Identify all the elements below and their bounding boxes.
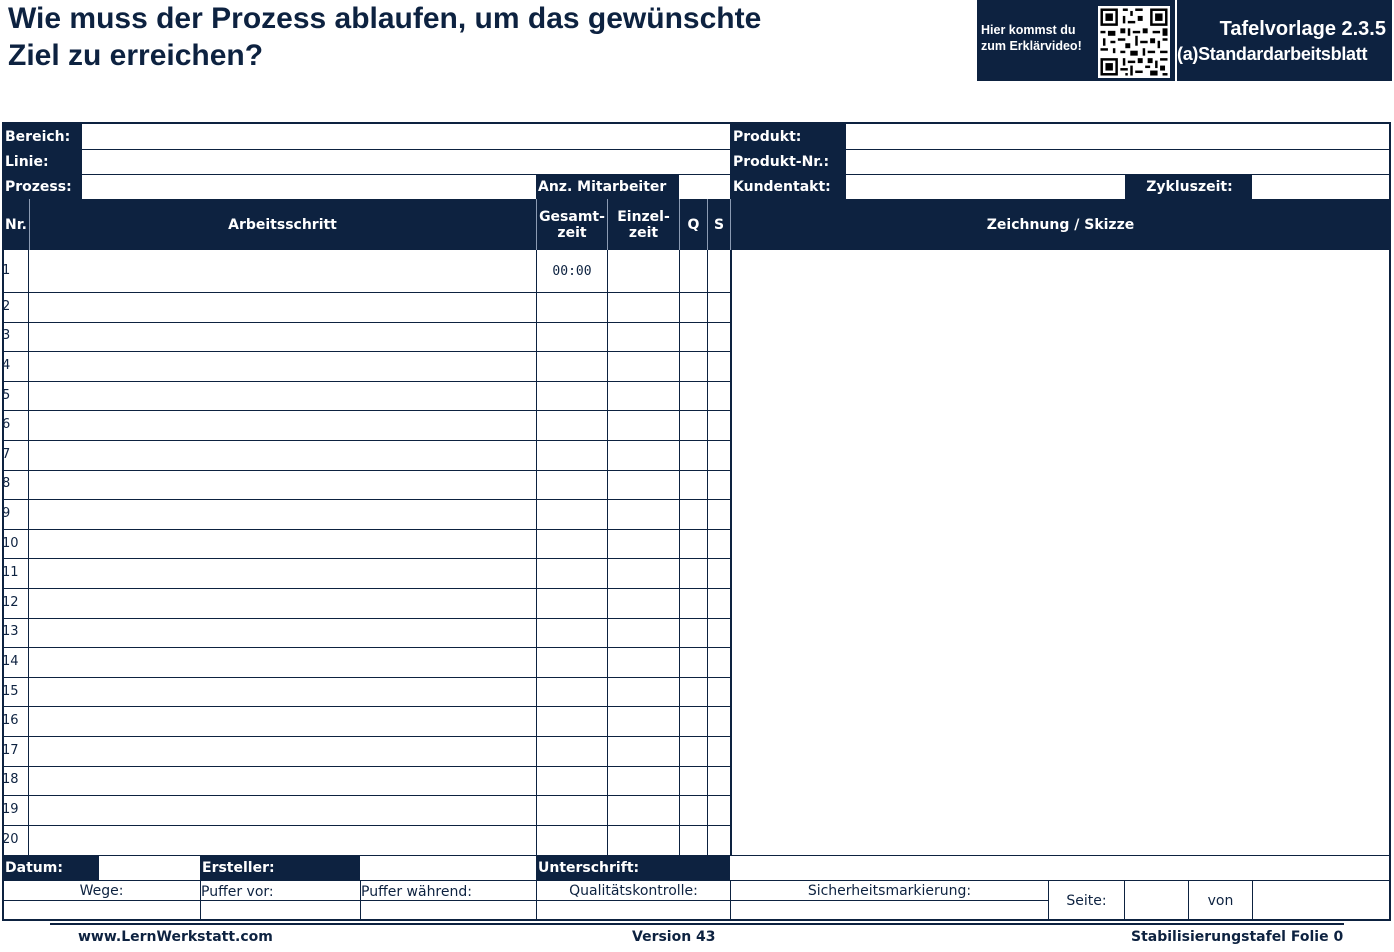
col-arbeitsschritt-header: Arbeitsschritt [228, 216, 337, 233]
einzelzeit-line1: Einzel- [617, 208, 670, 225]
tafel-line1: Tafelvorlage 2.3.5 [1219, 18, 1386, 40]
datum-field[interactable] [99, 856, 200, 880]
kundentakt-label: Kundentakt: [731, 175, 846, 199]
produkt-nr-field[interactable] [846, 150, 1390, 174]
row-number: 15 [2, 683, 19, 699]
table-row[interactable] [3, 825, 730, 855]
table-row[interactable] [3, 292, 730, 322]
row-number: 3 [2, 328, 11, 344]
einzelzeit-line2: zeit [628, 224, 659, 241]
gesamtzeit-value: 00:00 [552, 263, 592, 279]
folie-text: Stabilisierungstafel Folie 0 [1131, 929, 1344, 945]
datum-label: Datum: [3, 856, 99, 880]
table-row[interactable] [3, 795, 730, 825]
bottom-divider [50, 923, 1344, 925]
table-row[interactable] [3, 410, 730, 440]
table-row[interactable] [3, 499, 730, 529]
row-number: 4 [2, 358, 11, 373]
page-title-line2: Ziel zu erreichen? [8, 39, 264, 72]
unterschrift-field[interactable] [731, 856, 1390, 880]
bereich-label: Bereich: [3, 124, 82, 149]
anz-mitarbeiter-label: Anz. Mitarbeiter [536, 175, 679, 199]
col-gesamtzeit-header [537, 199, 607, 250]
col-nr-header: Nr. [5, 216, 27, 233]
von-label: von [1207, 892, 1234, 909]
gesamtzeit-line1: Gesamt- [539, 208, 605, 225]
row-number: 11 [2, 565, 19, 581]
col-s-header: S [713, 216, 725, 233]
video-text-line1: Hier kommst du [981, 23, 1076, 37]
anz-mitarbeiter-field[interactable] [679, 175, 730, 199]
zeichnung-skizze-area[interactable] [731, 250, 1390, 855]
kundentakt-field[interactable] [846, 175, 1125, 199]
produkt-label: Produkt: [731, 124, 846, 149]
row-number: 6 [2, 417, 11, 433]
col-einzelzeit-header [608, 199, 679, 250]
qr-code-icon[interactable] [1098, 6, 1170, 78]
video-box[interactable] [977, 0, 1175, 81]
col-zeichnung-header: Zeichnung / Skizze [986, 216, 1135, 233]
tafel-box [1177, 0, 1392, 81]
bereich-field[interactable] [82, 124, 730, 149]
table-row[interactable] [3, 766, 730, 796]
table-row[interactable] [3, 588, 730, 618]
ersteller-label: Ersteller: [200, 856, 360, 880]
prozess-label: Prozess: [3, 175, 82, 199]
table-row[interactable] [3, 647, 730, 677]
puffer-vor-label: Puffer vor: [201, 884, 274, 900]
row-number: 8 [2, 476, 11, 492]
table-row[interactable] [3, 381, 730, 411]
table-row[interactable] [3, 470, 730, 500]
table-row[interactable] [3, 250, 730, 292]
row-number: 10 [2, 535, 19, 551]
qualitaetskontrolle-label: Qualitätskontrolle: [569, 883, 698, 899]
gesamtzeit-line2: zeit [557, 224, 587, 241]
zykluszeit-label: Zykluszeit: [1125, 175, 1252, 199]
table-row[interactable] [3, 618, 730, 648]
table-row[interactable] [3, 677, 730, 707]
row-number: 5 [2, 387, 11, 403]
seite-label: Seite: [1066, 892, 1107, 909]
page-title [8, 0, 968, 74]
page-title-line1: Wie muss der Prozess ablaufen, um das gewünschte [8, 2, 762, 35]
prozess-field[interactable] [82, 175, 536, 199]
produkt-nr-label: Produkt-Nr.: [731, 150, 846, 174]
puffer-waehrend-label: Puffer während: [361, 884, 472, 900]
sicherheitsmarkierung-label: Sicherheitsmarkierung: [807, 883, 972, 899]
video-text-line2: zum Erklärvideo! [981, 39, 1082, 53]
table-row[interactable] [3, 736, 730, 766]
linie-label: Linie: [3, 150, 82, 174]
table-row[interactable] [3, 529, 730, 559]
row-number: 9 [2, 506, 11, 521]
row-number: 13 [2, 624, 19, 640]
table-row[interactable] [3, 351, 730, 381]
seite-field[interactable] [1125, 881, 1188, 920]
col-q-header: Q [687, 216, 700, 233]
produkt-field[interactable] [846, 124, 1390, 149]
unterschrift-label: Unterschrift: [536, 856, 730, 880]
zykluszeit-field[interactable] [1252, 175, 1390, 199]
tafel-line2: (a)Standardarbeitsblatt [1177, 44, 1368, 64]
table-row[interactable] [3, 322, 730, 352]
ersteller-field[interactable] [360, 856, 536, 880]
row-number: 1 [2, 263, 11, 278]
table-row[interactable] [3, 440, 730, 470]
row-number: 14 [2, 654, 19, 669]
row-number: 7 [2, 446, 11, 462]
row-number: 20 [2, 831, 19, 847]
row-number: 12 [2, 594, 19, 610]
table-row[interactable] [3, 706, 730, 736]
row-number: 17 [2, 742, 19, 758]
website-link[interactable]: www.LernWerkstatt.com [78, 929, 273, 945]
row-number: 2 [2, 298, 11, 314]
row-number: 18 [2, 772, 19, 788]
table-row[interactable] [3, 558, 730, 588]
linie-field[interactable] [82, 150, 730, 174]
von-field[interactable] [1253, 881, 1390, 920]
row-number: 16 [2, 713, 19, 729]
row-number: 19 [2, 802, 19, 817]
version-text: Version 43 [632, 929, 716, 945]
wege-label: Wege: [79, 883, 124, 899]
